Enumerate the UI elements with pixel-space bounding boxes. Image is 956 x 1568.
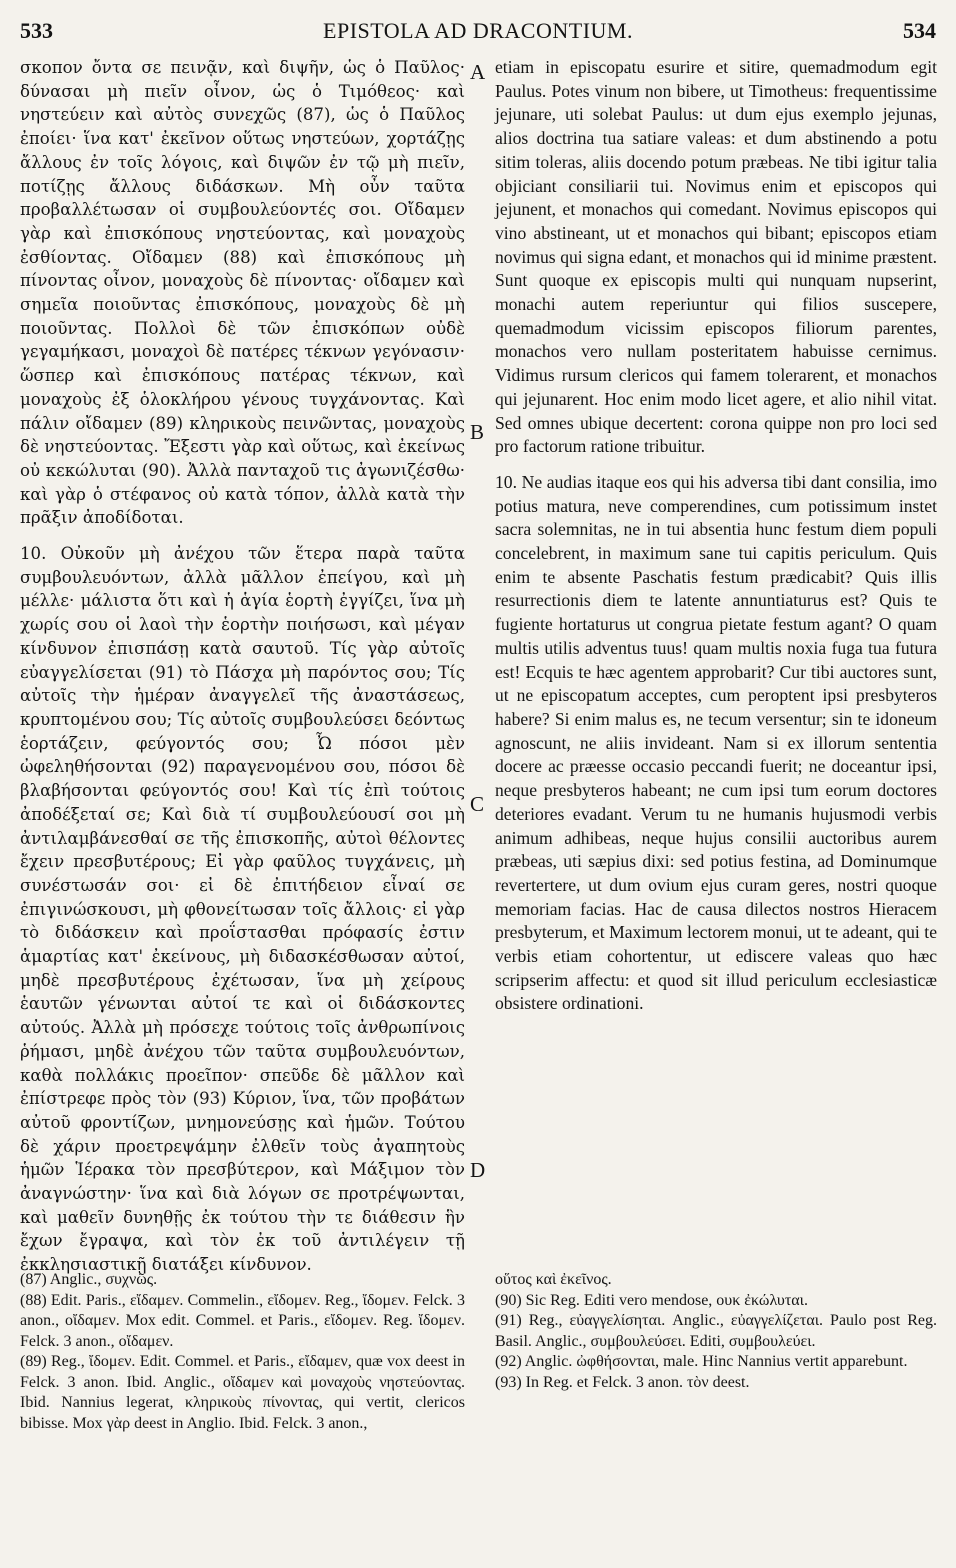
footnote: (92) Anglic. ὠφθήσονται, male. Hinc Nannius vertit apparebunt.	[495, 1353, 908, 1370]
section-marker-b: B	[470, 420, 485, 444]
latin-column	[495, 56, 937, 1016]
footnote: (90) Sic Reg. Editi vero mendose, ουκ ἐκώλυται.	[495, 1291, 808, 1309]
footnote: (88) Edit. Paris., εἴδαμεν. Commelin., εἴδομεν. Reg., ἴδομεν. Felck. 3 anon., οἴδαμεν. Mox edit. Commel. et Paris., εἴδομεν. Reg. ἴδομεν. Felck. 3 anon., οἴδαμεν.	[20, 1291, 465, 1350]
greek-column	[20, 56, 465, 1277]
section-marker-c: C	[470, 792, 485, 816]
greek-paragraph-2: 10. Οὐκοῦν μὴ ἀνέχου τῶν ἕτερα παρὰ ταῦτα συμβουλευόντων, ἀλλὰ μᾶλλον ἐπείγου, καὶ μὴ μέλλε· μάλιστα ὅτι καὶ ἡ ἁγία ἑορτὴ ἐγγίζει, ἵνα μὴ χωρίς σου οἱ λαοὶ τὴν ἑορτὴν ποιήσωσι, καὶ μέγαν κίνδυνον ἐπισπάσῃ κατὰ σαυτοῦ. Τίς γὰρ αὐτοῖς εὐαγγελίσεται (91) τὸ Πάσχα μὴ παρόντος σου; Τίς αὐτοῖς τὴν ἡμέραν ἀναγγελεῖ τῆς ἀναστάσεως, κρυπτομένου σου; Τίς αὐτοῖς συμβουλεύσει δεόντως ἑορτάζειν, φεύγοντός σου; Ὦ πόσοι μὲν ὠφεληθήσονται (92) παραγενομένου σου, πόσοι δὲ βλαβήσονται φεύγοντός σου! Καὶ τίς ἐπὶ τούτοις ἀποδέξεταί σε; Καὶ διὰ τί συμβουλεύουσί σοι μὴ ἀντιλαμβάνεσθαί σε τῆς ἐπισκοπῆς, αὐτοὶ θέλοντες ἔχειν πρεσβυτέρους; Εἰ γὰρ φαῦλος τυγχάνεις, μὴ συνέστωσάν σοι· εἰ δὲ ἐπιτήδειον εἶναί σε ἐπιγινώσκουσι, μὴ φθονείτωσαν τοῖς ἄλλοις· εἰ γὰρ τὸ διδάσκειν καὶ προΐστασθαι πρόφασίς ἐστιν ἁμαρτίας κατ' ἐκείνους, μὴ διδασκέσθωσαν αὐτοί, μηδὲ πρεσβυτέρους ἐχέτωσαν, ἵνα μὴ χείρους ἑαυτῶν γένωνται αὐτοί τε καὶ οἱ διδάσκοντες αὐτούς. Ἀλλὰ μὴ πρόσεχε τούτοις τοῖς ἀνθρωπίνοις ῥήμασι, μηδὲ ἀνέχου τῶν ταῦτα συμβουλευόντων, καθὰ πολλάκις προεῖπον· σπεῦδε δὲ μᾶλλον καὶ ἐπίστρεφε πρὸς τὸν (93) Κύριον, ἵνα, τῶν προβάτων αὐτοῦ φροντίζων, μνημονεύσῃς καὶ ἡμῶν. Τούτου δὲ χάριν προετρεψάμην ἐλθεῖν τοὺς ἀγαπητοὺς ἡμῶν Ἱέρακα τὸν πρεσβύτερον, καὶ Μάξιμον τὸν ἀναγνώστην· ἵνα καὶ διὰ λόγων σε προτρέψωνται, καὶ μαθεῖν δυνηθῇς ἐκ τούτου τὴν τε διάθεσιν ἣν ἔχων ἔγραψα, καὶ τὸν ἐκ τοῦ ἀντιλέγειν τῇ ἐκκλησιαστικῇ διατάξει κίνδυνον.	[20, 544, 465, 1275]
footnote: οὕτος καὶ ἐκεῖνος.	[495, 1271, 612, 1288]
footnote: (89) Reg., ἴδομεν. Edit. Commel. et Paris., εἴδαμεν, quæ vox deest in Felck. 3 anon. Ibid. Anglic., οἴδαμεν καὶ μοναχοὺς νηστεύοντας. Ibid. Nannius legerat, κληρικοὺς πίνοντας, qui vertit, clericos bibisse. Mox γὰρ deest in Anglio. Ibid. Felck. 3 anon.,	[20, 1353, 465, 1432]
section-marker-d: D	[470, 1158, 486, 1182]
latin-paragraph-1: etiam in episcopatu esurire et sitire, quemadmodum egit Paulus. Potes vinum non bibere, ut Timotheus: frequentissime jejunare, uti solebat Paulus: ut dum ejus exemplo jejunas, alios doctrina tua satiare valeas: et dum abstinendo a potu sitim toleras, aliis docendo potum præbeas. Ne tibi igitur talia objiciant consiliarii tui. Novimus enim et episcopos qui jejunent, et monachos qui comedant. Novimus episcopos qui vino abstineant, ut et monachos qui bibant; episcopos etiam novimus qui signa edant, et monachos qui id minime præstent. Sunt quoque ex episcopis multi qui nunquam nupserint, monachi autem reperiuntur qui filios suscepere, quemadmodum vicissim episcopos filiorum parentes, monachos vero nullam posteritatem habuisse cernimus. Vidimus rursum clericos qui famem tolerarent, et monachos qui jejunarent. Hoc enim modo licet agere, et alio nihil vitat. Sed omnes ubique decertent: corona quippe non pro loci sed pro factorum ratione tribuitur.	[495, 57, 937, 457]
section-marker-a: A	[470, 60, 486, 84]
footnote: (93) In Reg. et Felck. 3 anon. τὸν deest.	[495, 1373, 750, 1391]
page-number-left: 533	[20, 18, 53, 43]
page-number-right: 534	[903, 18, 936, 43]
footnote: (87) Anglic., συχνῶς.	[20, 1271, 158, 1288]
page-header	[20, 18, 936, 48]
footnote: (91) Reg., εὐαγγελίσηται. Anglic., εὐαγγελίζεται. Paulo post Reg. Basil. Anglic., συμβουλεύσει. Editi, συμβουλεύει.	[495, 1312, 937, 1350]
greek-paragraph-1: σκοπον ὄντα σε πεινᾷν, καὶ διψῆν, ὡς ὁ Παῦλος· δύνασαι μὴ πιεῖν οἶνον, ὡς ὁ Τιμόθεος· καὶ νηστεύειν καὶ αὐτὸς συνεχῶς (87), ὡς ὁ Παῦλος ἐποίει· ἵνα κατ' ἐκεῖνον οὕτως νηστεύων, χορτάζῃς ἄλλους ἐν τοῖς λόγοις, καὶ διψῶν ἐν τῷ μὴ πιεῖν, ποτίζῃς ἄλλους διδάσκων. Μὴ οὖν ταῦτα προβαλλέτωσαν οἱ συμβουλεύοντές σοι. Οἴδαμεν γὰρ καὶ ἐπισκόπους νηστεύοντας, καὶ μοναχοὺς ἐσθίοντας. Οἴδαμεν (88) καὶ ἐπισκόπους μὴ πίνοντας οἶνον, μοναχοὺς δὲ πίνοντας· οἴδαμεν καὶ σημεῖα ποιοῦντας ἐπισκόπους, μοναχοὺς δὲ μὴ ποιοῦντας. Πολλοὶ δὲ τῶν ἐπισκόπων οὐδὲ γεγαμήκασι, μοναχοὶ δὲ πατέρες τέκνων γεγόνασιν· ὥσπερ καὶ ἐπισκόπους πατέρας τέκνων, καὶ μοναχοὺς ἐξ ὁλοκλήρου γένους τυγχάνοντας. Καὶ πάλιν οἴδαμεν (89) κληρικοὺς πεινῶντας, μοναχοὺς δὲ νηστεύοντας. Ἔξεστι γὰρ καὶ οὕτως, καὶ ἐκείνως οὐ κεκώλυται (90). Ἀλλὰ πανταχοῦ τις ἀγωνιζέσθω· καὶ γὰρ ὁ στέφανος οὐ κατὰ τόπον, ἀλλὰ κατὰ τὴν πρᾶξιν ἀποδίδοται.	[20, 58, 465, 528]
footnotes-left	[20, 1270, 465, 1434]
latin-paragraph-2: 10. Ne audias itaque eos qui his adversa tibi dant consilia, imo potius matura, neve comperendines, cum potissimum instet sacra solemnitas, ne in tui absentia hunc festum diem populi concelebrent, in maximum sane tui capitis periculum. Quis enim te absente Paschatis festum prædicabit? Quis illis resurrectionis diem te latente annuntiaturus est? Quis te fugiente hortaturus ut congrua pietate festum agant? O quam multis utilis adventus tuus! quam multis noxia fuga tua futura est! Ecquis te hæc agentem approbarit? Cur tibi auctores sunt, ut ne episcopatum acceptes, cum peroptent ipsi presbyteros habere? Si enim malus es, ne tecum versentur; sin te idoneum agnoscunt, ne aliis invideant. Nam si ex illorum sententia docere ac præesse occasio peccandi fuerit; ne doceantur ipsi, neque presbyteros habeant; ne cum ipsi tum eorum doctores deteriores evadant. Verum tu ne humanis hujusmodi verbis animum adhibeas, neque hujus consilii auctoribus aurem præbeas, uti sæpius dixi: sed potius festina, ad Dominumque revertertere, ut dum ovium ejus curam geres, nostri quoque memoriam facias. Hac de causa dilectos nostros Hieracem presbyterum, et Maximum lectorem monui, ut te adeant, qui te verbis etiam cohortentur, ut ediscere valeas quo hæc scripserim affectu: et quod sit illud periculum ecclesiasticæ obsistere ordinationi.	[495, 471, 937, 1014]
footnotes-right	[495, 1270, 937, 1393]
running-title: EPISTOLA AD DRACONTIUM.	[323, 18, 633, 43]
